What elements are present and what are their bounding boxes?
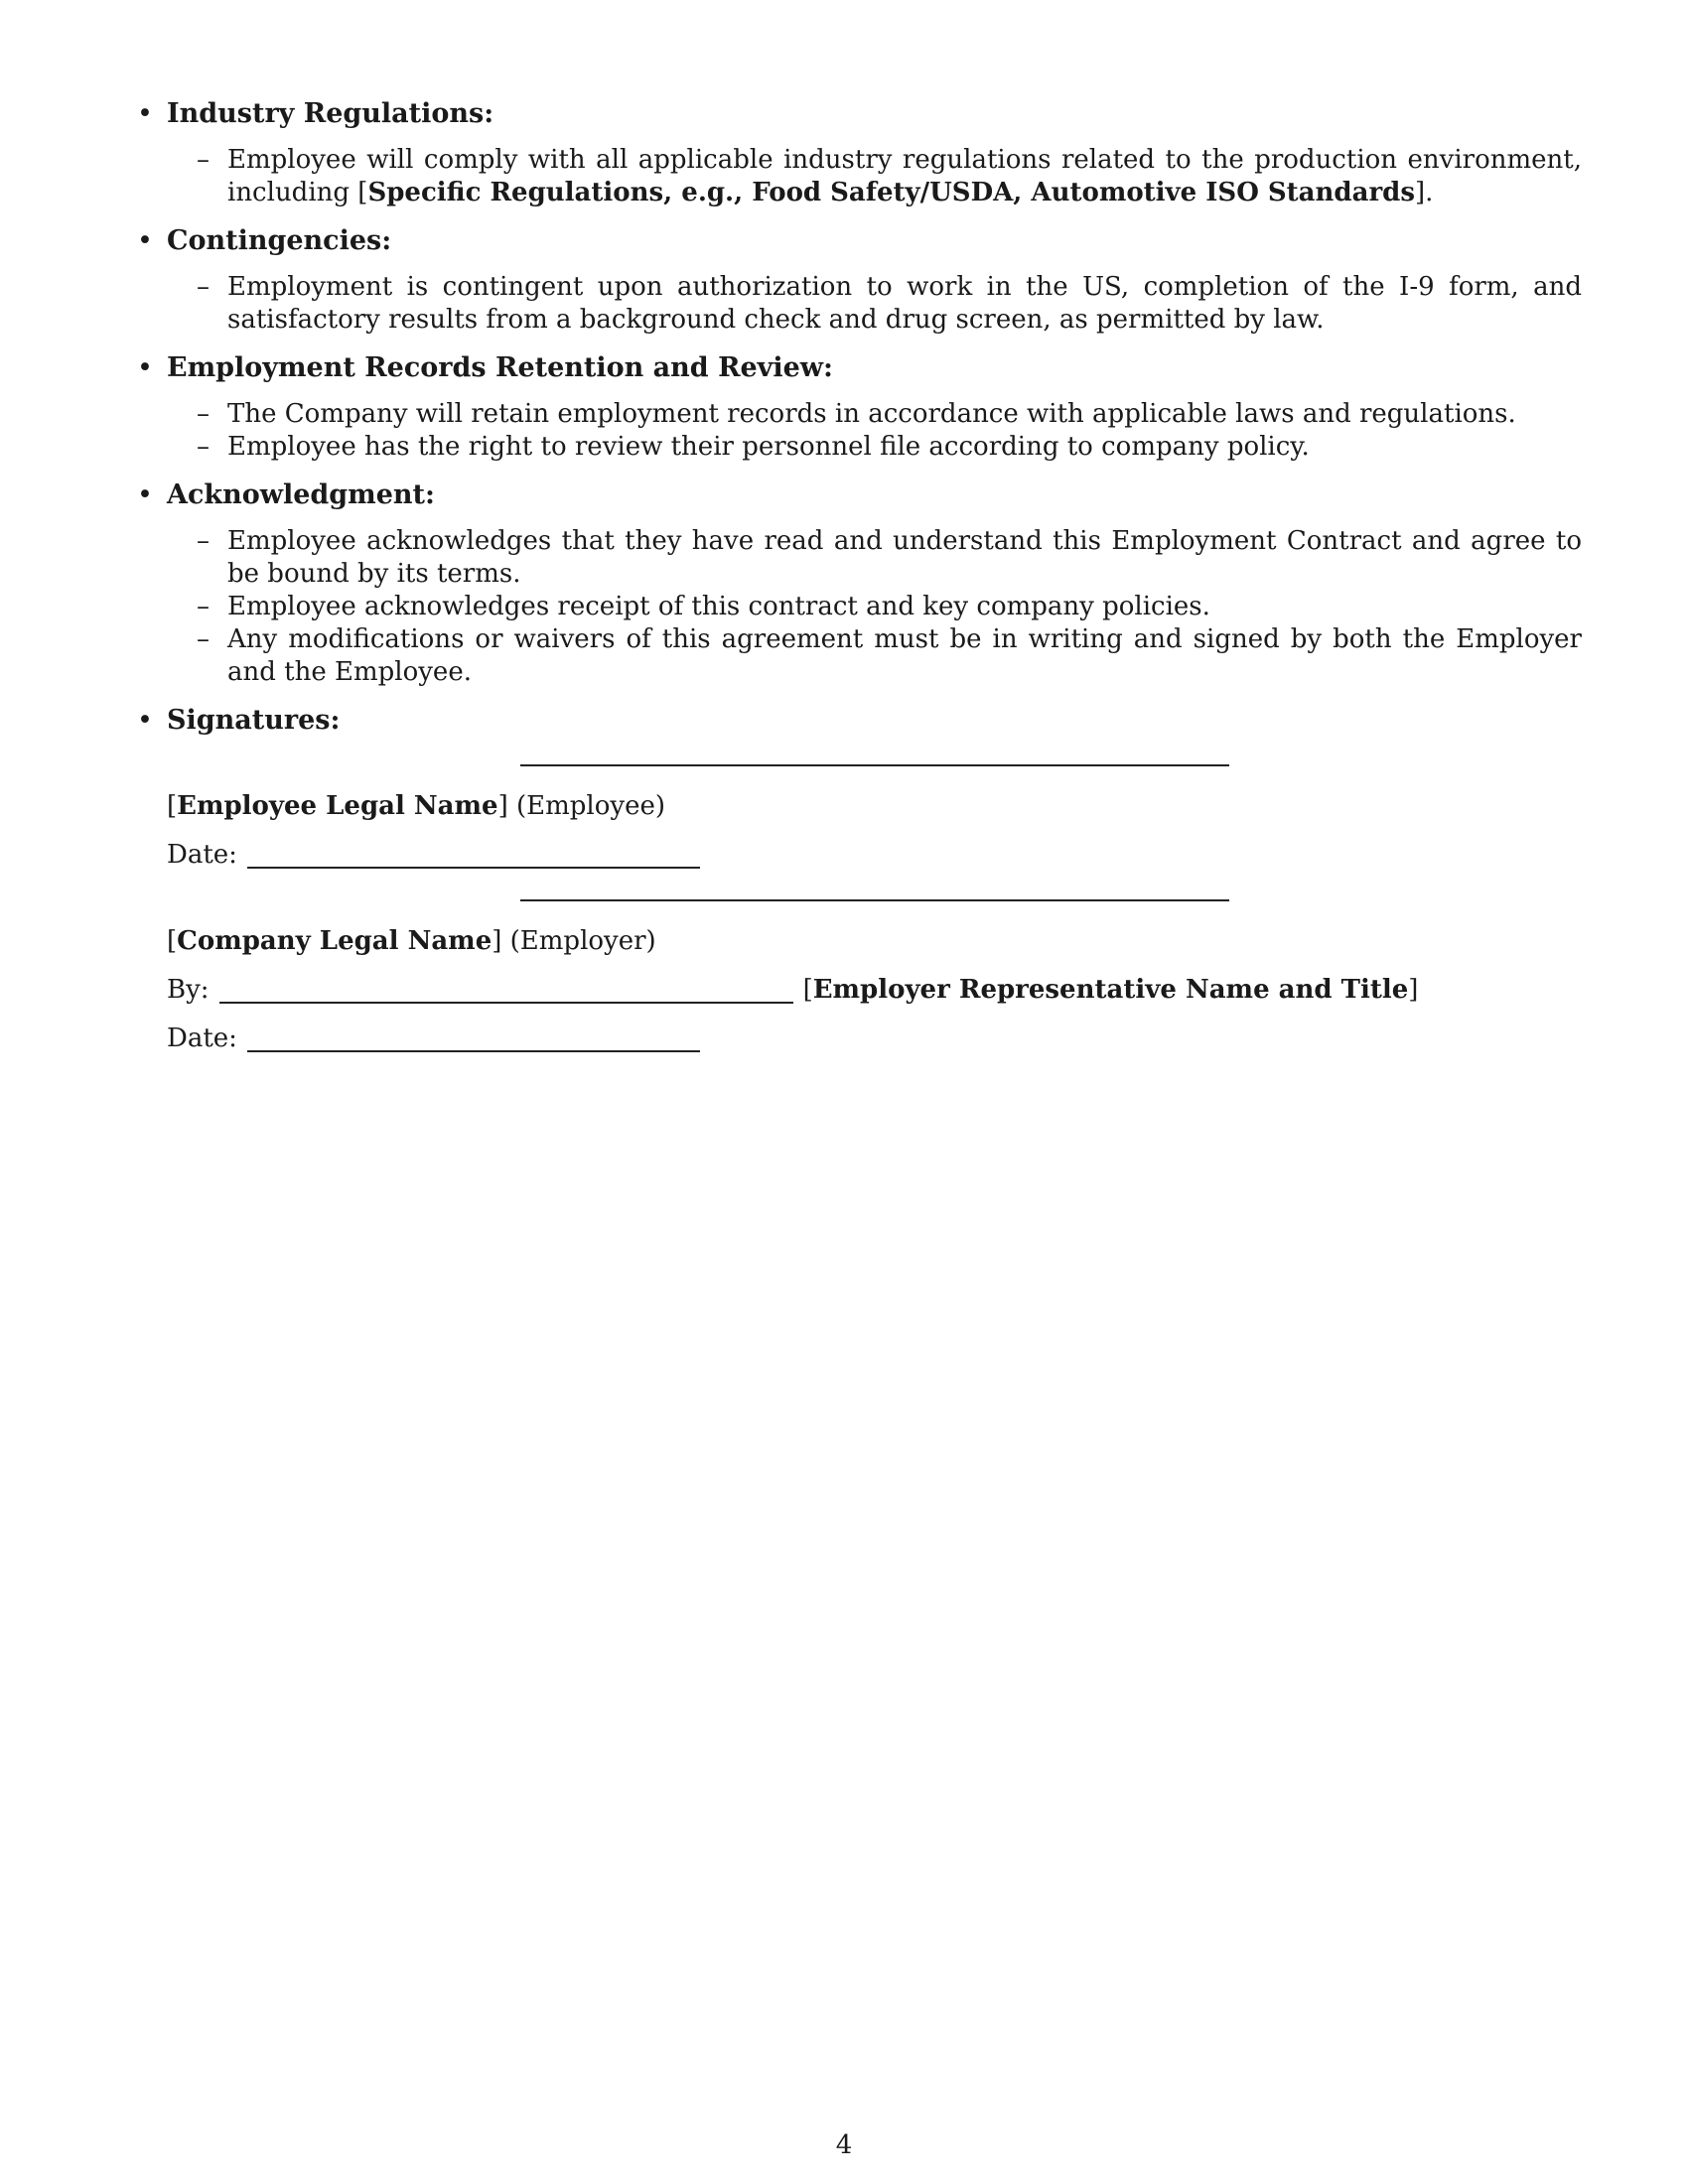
list-item: [167, 431, 1582, 464]
employer-name-row: [167, 925, 1582, 958]
item-text: Any modifications or waivers of this agreement must be in writing and signed by both the Employer and the Employee.: [227, 624, 1582, 687]
sub-list: [167, 144, 1582, 209]
employee-date-line[interactable]: [247, 867, 700, 869]
dash-icon: –: [197, 624, 210, 654]
dash-icon: –: [197, 432, 210, 462]
item-text: Employment is contingent upon authorization to work in the US, completion of the I-9 form, and satisfactory results from a background check and drug screen, as permitted by law.: [227, 272, 1582, 335]
dash-icon: –: [197, 145, 210, 175]
list-item: [167, 591, 1582, 623]
heading-text: Employment Records Retention and Review:: [167, 352, 834, 383]
bullet-icon: •: [137, 352, 153, 383]
employer-representative-line[interactable]: [219, 1002, 793, 1004]
heading-text: Contingencies:: [167, 225, 392, 256]
bracket-close: ]: [492, 926, 502, 956]
section-records-retention: [137, 351, 1582, 464]
company-legal-name: Company Legal Name: [177, 926, 492, 956]
bullet-icon: •: [137, 479, 153, 510]
employer-by-row: [167, 974, 1582, 1007]
heading-text: Signatures:: [167, 705, 341, 736]
item-text: The Company will retain employment records in accordance with applicable laws and regulations.: [227, 399, 1516, 429]
section-industry-regulations: [137, 97, 1582, 209]
date-label: Date:: [167, 840, 237, 870]
dash-icon: –: [197, 272, 210, 302]
section-acknowledgment: [137, 478, 1582, 689]
employer-date-row: [167, 1023, 1582, 1055]
bullet-icon: •: [137, 98, 153, 129]
section-heading: [137, 224, 1582, 257]
sub-list: [167, 525, 1582, 689]
page-number: 4: [835, 2130, 853, 2160]
date-label: Date:: [167, 1024, 237, 1053]
item-text-post: ].: [1414, 178, 1434, 207]
heading-text: Industry Regulations:: [167, 98, 494, 129]
bracket-open: [: [167, 791, 178, 821]
section-heading: [137, 704, 1582, 737]
list-item: [167, 398, 1582, 431]
heading-text: Acknowledgment:: [167, 479, 435, 510]
employer-signature-line[interactable]: [520, 899, 1229, 901]
employer-date-line[interactable]: [247, 1050, 700, 1052]
list-item: [167, 623, 1582, 689]
by-label: By:: [167, 975, 210, 1005]
list-item: [167, 271, 1582, 337]
bracket-open: [: [167, 926, 178, 956]
item-text: Employee acknowledges receipt of this contract and key company policies.: [227, 592, 1210, 621]
dash-icon: –: [197, 526, 210, 556]
bracket-close: ]: [1408, 975, 1419, 1005]
bullet-icon: •: [137, 705, 153, 736]
bracket-close: ]: [497, 791, 508, 821]
employee-role-label: (Employee): [507, 791, 665, 821]
list-item: [167, 525, 1582, 591]
employer-representative-name: Employer Representative Name and Title: [812, 975, 1409, 1005]
item-text: Employee acknowledges that they have read and understand this Employment Contract and agree to be bound by its terms.: [227, 526, 1582, 589]
section-heading: [137, 97, 1582, 130]
item-text-bold: Specific Regulations, e.g., Food Safety/USDA, Automotive ISO Standards: [367, 178, 1415, 207]
employer-role-label: (Employer): [501, 926, 656, 956]
section-signatures: [137, 704, 1582, 1055]
dash-icon: –: [197, 399, 210, 429]
item-text: Employee has the right to review their personnel file according to company policy.: [227, 432, 1310, 462]
list-item: [167, 144, 1582, 209]
employee-signature-line[interactable]: [520, 764, 1229, 766]
document-content: [137, 97, 1582, 1071]
dash-icon: –: [197, 592, 210, 621]
bracket-open: [: [802, 975, 813, 1005]
sub-list: [167, 398, 1582, 464]
employee-date-row: [167, 839, 1582, 872]
employee-name-row: [167, 790, 1582, 823]
employee-legal-name: Employee Legal Name: [177, 791, 498, 821]
section-contingencies: [137, 224, 1582, 337]
section-heading: [137, 351, 1582, 384]
item-text-pre: Employee will comply with all applicable industry regulations related to the production environment, including [: [227, 145, 1582, 207]
section-heading: [137, 478, 1582, 511]
sub-list: [167, 271, 1582, 337]
bullet-icon: •: [137, 225, 153, 256]
